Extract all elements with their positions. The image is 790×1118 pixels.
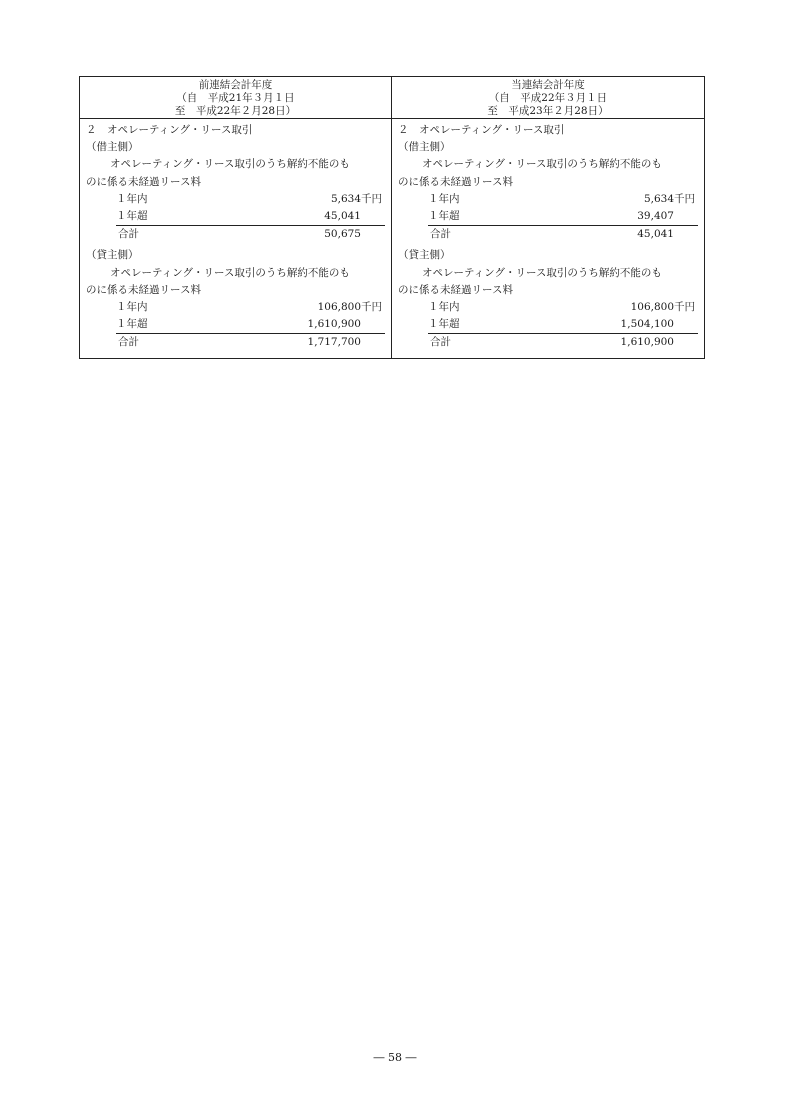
row-value: 5,634 bbox=[643, 192, 674, 205]
lessee-description: オペレーティング・リース取引のうち解約不能のも bbox=[422, 158, 662, 171]
row-label: 合計 bbox=[430, 336, 451, 349]
header-title: 当連結会計年度 bbox=[511, 79, 585, 91]
unit-label: 千円 bbox=[674, 301, 695, 314]
row-label: １年超 bbox=[116, 210, 148, 223]
header-period-to: 至 平成23年２月28日） bbox=[487, 105, 609, 117]
lessee-description: オペレーティング・リース取引のうち解約不能のも bbox=[110, 158, 350, 171]
section-title: ２ オペレーティング・リース取引 bbox=[86, 124, 253, 136]
row-label: １年内 bbox=[428, 301, 460, 314]
lessor-total-row bbox=[428, 333, 698, 351]
unit-label: 千円 bbox=[361, 301, 382, 314]
header-period-to: 至 平成22年２月28日） bbox=[174, 105, 297, 117]
row-value: 1,610,900 bbox=[620, 336, 674, 349]
lessee-label: （借主側） bbox=[86, 141, 139, 154]
unit-label: 千円 bbox=[674, 192, 695, 205]
lessee-description-cont: のに係る未経過リース料 bbox=[398, 175, 513, 188]
lessee-over-one-year-row bbox=[428, 208, 698, 225]
row-label: 合計 bbox=[118, 228, 139, 241]
lessor-over-one-year-row bbox=[116, 316, 385, 333]
lessor-description-cont: のに係る未経過リース料 bbox=[398, 283, 513, 296]
unit-label: 千円 bbox=[361, 192, 382, 205]
row-label: 合計 bbox=[430, 228, 451, 241]
prior-year-column bbox=[80, 77, 392, 358]
lessor-label: （貸主側） bbox=[86, 249, 139, 262]
lessor-description: オペレーティング・リース取引のうち解約不能のも bbox=[110, 266, 350, 279]
lessor-description: オペレーティング・リース取引のうち解約不能のも bbox=[422, 266, 662, 279]
row-label: １年超 bbox=[428, 210, 460, 223]
row-value: 5,634 bbox=[330, 192, 361, 205]
header-period-from: （自 平成21年３月１日 bbox=[176, 92, 295, 104]
lessee-total-row bbox=[116, 225, 385, 243]
current-year-header bbox=[392, 77, 704, 119]
row-label: 合計 bbox=[118, 336, 139, 349]
header-title: 前連結会計年度 bbox=[198, 79, 273, 91]
lessor-within-one-year-row bbox=[116, 299, 385, 316]
row-label: １年超 bbox=[428, 318, 460, 331]
current-year-column bbox=[392, 77, 704, 358]
lessee-within-one-year-row bbox=[116, 191, 385, 208]
lessor-label: （貸主側） bbox=[398, 249, 451, 262]
row-value: 1,717,700 bbox=[307, 336, 361, 349]
row-value: 50,675 bbox=[324, 228, 361, 241]
lessee-total-row bbox=[428, 225, 698, 243]
row-label: １年内 bbox=[116, 301, 148, 314]
lessor-total-row bbox=[116, 333, 385, 351]
lessor-description-cont: のに係る未経過リース料 bbox=[86, 283, 201, 296]
header-period-from: （自 平成22年３月１日 bbox=[488, 92, 608, 104]
lessor-within-one-year-row bbox=[428, 299, 698, 316]
lessee-label: （借主側） bbox=[398, 141, 451, 154]
page-number: ― 58 ― bbox=[373, 1051, 417, 1064]
row-label: １年内 bbox=[116, 192, 148, 205]
lessor-over-one-year-row bbox=[428, 316, 698, 333]
section-title: ２ オペレーティング・リース取引 bbox=[398, 124, 565, 136]
row-value: 1,504,100 bbox=[620, 318, 674, 331]
prior-year-header bbox=[80, 77, 391, 119]
row-value: 39,407 bbox=[637, 210, 674, 223]
lessee-within-one-year-row bbox=[428, 191, 698, 208]
row-value: 45,041 bbox=[637, 228, 674, 241]
lessee-description-cont: のに係る未経過リース料 bbox=[86, 175, 201, 188]
row-label: １年内 bbox=[428, 192, 460, 205]
lease-comparison-table bbox=[79, 76, 705, 359]
row-value: 1,610,900 bbox=[307, 318, 361, 331]
lessee-over-one-year-row bbox=[116, 208, 385, 225]
row-value: 106,800 bbox=[317, 301, 361, 314]
row-label: １年超 bbox=[116, 318, 148, 331]
row-value: 45,041 bbox=[324, 210, 361, 223]
row-value: 106,800 bbox=[630, 301, 674, 314]
